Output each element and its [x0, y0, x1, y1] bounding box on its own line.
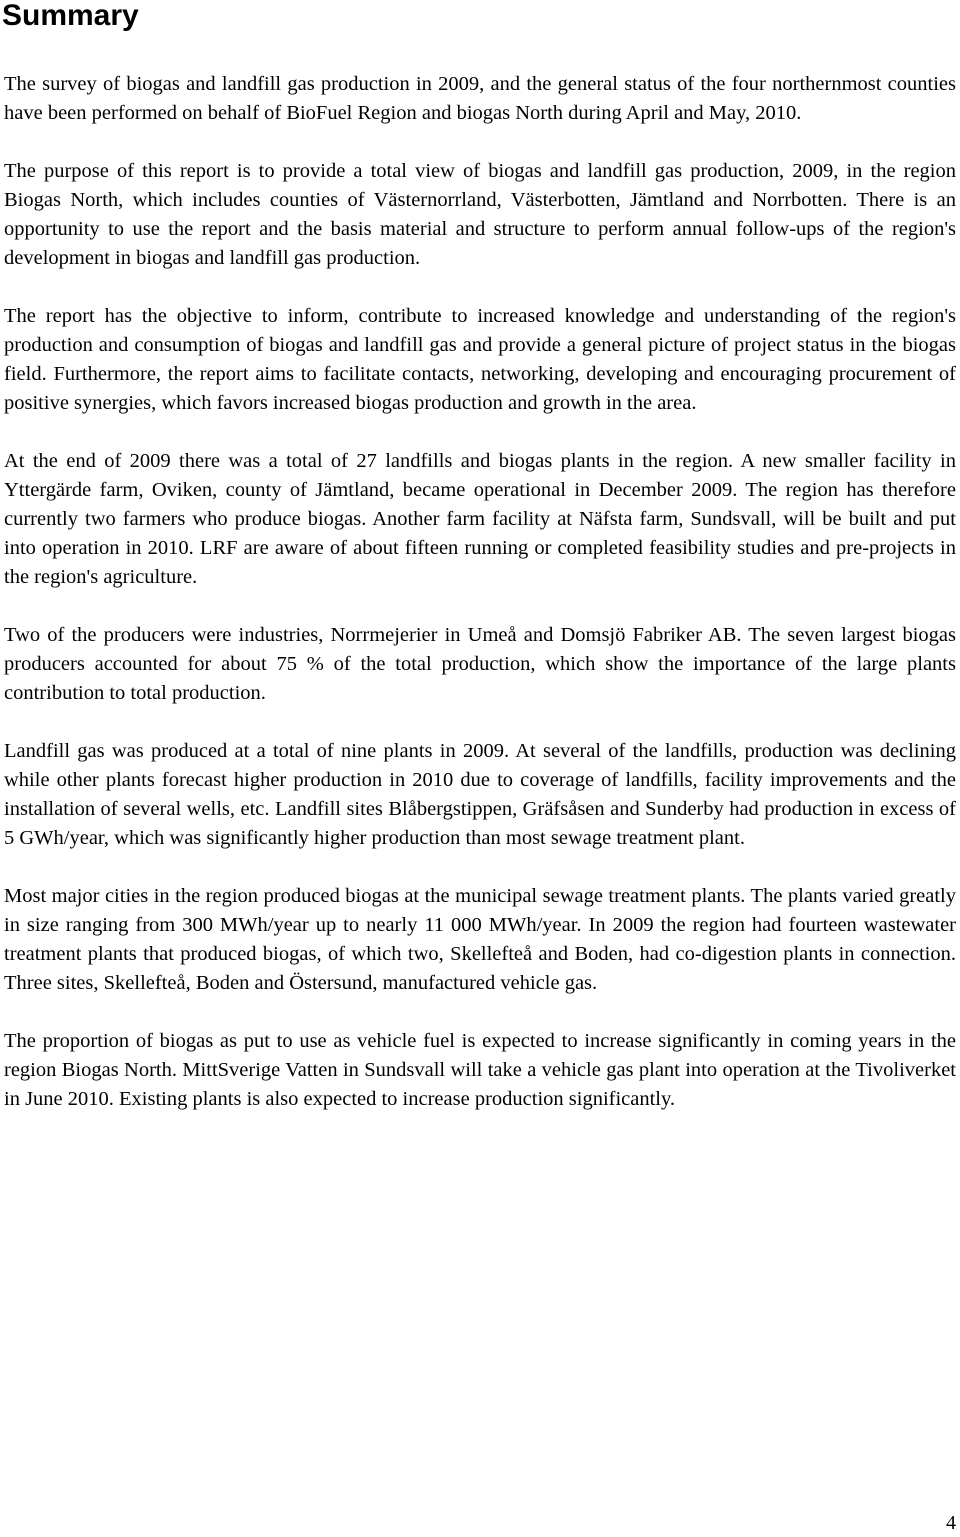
paragraph-objective: The report has the objective to inform, contribute to increased knowledge and understanding of the region's production and consumption of biogas and landfill gas and provide a general picture of project status in the biogas field. Furthermore, the report aims to facilitate contacts, networking, developing and encouraging procurement of positive synergies, which favors increased biogas production and growth in the area.: [4, 305, 956, 414]
paragraph-vehicle-fuel: The proportion of biogas as put to use as vehicle fuel is expected to increase significantly in coming years in the region Biogas North. MittSverige Vatten in Sundsvall will take a vehicle gas plant into operation at the Tivoliverket in June 2010. Existing plants is also expected to increase production significantly.: [4, 1030, 956, 1110]
paragraph-sewage-plants: Most major cities in the region produced biogas at the municipal sewage treatment plants. The plants varied greatly in size ranging from 300 MWh/year up to nearly 11 000 MWh/year. In 2009 the region had fourteen wastewater treatment plants that produced biogas, of which two, Skellefteå and Boden, had co-digestion plants in connection. Three sites, Skellefteå, Boden and Östersund, manufactured vehicle gas.: [4, 885, 956, 994]
paragraph-landfill-gas: Landfill gas was produced at a total of nine plants in 2009. At several of the landfills, production was declining while other plants forecast higher production in 2010 due to coverage of landfills, facility improvements and the installation of several wells, etc. Landfill sites Blåbergstippen, Gräfsåsen and Sunderby had production in excess of 5 GWh/year, which was significantly higher production than most sewage treatment plant.: [4, 740, 956, 849]
paragraph-producers: Two of the producers were industries, Norrmejerier in Umeå and Domsjö Fabriker AB. The seven largest biogas producers accounted for about 75 % of the total production, which show the importance of the large plants contribution to total production.: [4, 624, 956, 704]
paragraph-survey: The survey of biogas and landfill gas production in 2009, and the general status of the four northernmost counties have been performed on behalf of BioFuel Region and biogas North during April and May, 2010.: [4, 73, 956, 124]
page-title: Summary: [2, 0, 139, 32]
page-number: 4: [946, 1512, 956, 1534]
paragraph-plants-total: At the end of 2009 there was a total of 27 landfills and biogas plants in the region. A new smaller facility in Yttergärde farm, Oviken, county of Jämtland, became operational in December 2009. The region has therefore currently two farmers who produce biogas. Another farm facility at Näfsta farm, Sundsvall, will be built and put into operation in 2010. LRF are aware of about fifteen running or completed feasibility studies and pre-projects in the region's agriculture.: [4, 450, 956, 588]
summary-body: [4, 70, 956, 1143]
paragraph-purpose: The purpose of this report is to provide a total view of biogas and landfill gas production, 2009, in the region Biogas North, which includes counties of Västernorrland, Västerbotten, Jämtland and Norrbotten. There is an opportunity to use the report and the basis material and structure to perform annual follow-ups of the region's development in biogas and landfill gas production.: [4, 160, 956, 269]
